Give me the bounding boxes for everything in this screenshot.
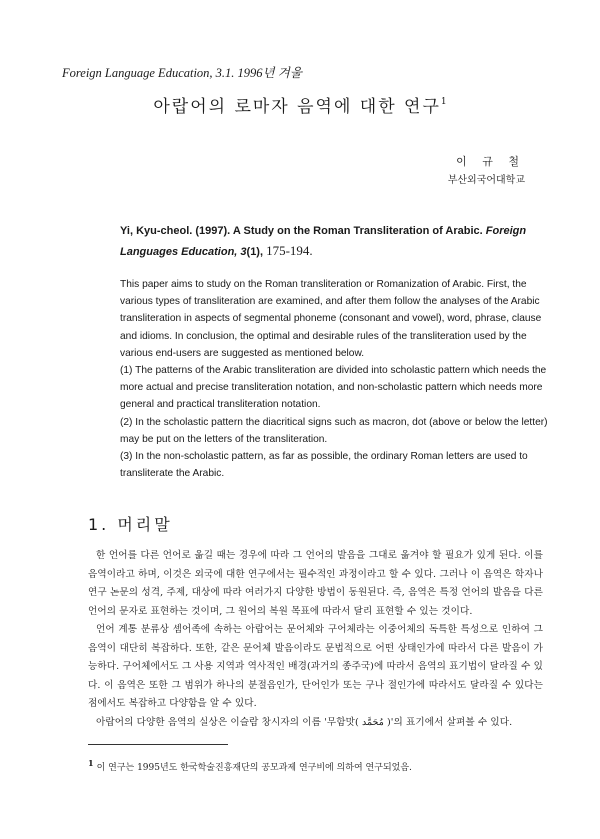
abstract (120, 276, 550, 482)
footnote-mark: 1 (88, 758, 94, 768)
footnote-text: 이 연구는 1995년도 한국학술진흥재단의 공모과제 연구비에 의하여 연구되었음. (96, 763, 412, 773)
body-paragraph-3: 아랍어의 다양한 음역의 실상은 이슬람 창시자의 이름 '무함맛( مُحَمَّد )'의 표기에서 살펴볼 수 있다. (96, 716, 513, 728)
title-footnote-mark: 1 (440, 97, 447, 107)
citation-journal: Foreign Languages Education, 3 (120, 225, 527, 258)
citation-authors-year: Yi, Kyu-cheol. (1997). (120, 225, 231, 237)
footnote-divider (88, 744, 228, 745)
citation-pages: 175-194. (266, 243, 313, 258)
paper-title (0, 92, 600, 117)
body-paragraph-2: 언어 계통 분류상 셈어족에 속하는 아랍어는 문어체와 구어체라는 이중어체의 독특한 특성으로 인하여 그 음역이 대단히 복잡하다. 또한, 같은 문어체 발음이라도 문법적으로 어떤 상태인가에 따라서 다른 발음이 가능하다. 구어체에서도 그 사용 지역과 역사적인 배경(과거의 종주국)에 따라서 음역의 표기법이 달라질 수 있다. 이 음역은 또한 그 범위가 하나의 분절음인가, 단어인가 또는 구나 절인가에 따라서도 달라질 수 있다는 점에서도 복잡하고 다양함을 알 수 있다. (88, 624, 543, 709)
footnote (88, 758, 412, 773)
paper-title-text: 아랍어의 로마자 음역에 대한 연구 (153, 97, 441, 117)
abstract-point-2: (2) In the scholastic pattern the diacritical signs such as macron, dot (above or below the letter) may be put on the letters of the transliteration. (120, 416, 548, 445)
section-body (88, 547, 543, 732)
abstract-point-1: (1) The patterns of the Arabic transliteration are divided into scholastic pattern which needs the more actual and precise transliteration notation, and non-scholastic pattern which needs more general and practical transliteration notation. (120, 365, 547, 411)
body-paragraph-1: 한 언어를 다른 언어로 옮길 때는 경우에 따라 그 언어의 발음을 그대로 옮겨야 할 필요가 있게 된다. 이를 음역이라고 하며, 이것은 외국에 대한 연구에서는 필수적인 과정이라고 할 수 있다. 그러나 이 음역은 학자나 연구 논문의 성격, 주제, 대상에 따라 여러가지 다양한 방법이 동원된다. 즉, 음역은 특정 언어의 발음을 다른 언어의 문자로 표현하는 것이며, 그 원어의 복원 목표에 따라서 달리 표현할 수 있는 것이다. (88, 550, 543, 617)
citation (120, 222, 550, 262)
journal-header: Foreign Language Education, 3.1. 1996년 겨울 (62, 66, 302, 80)
author-block (448, 152, 525, 190)
abstract-point-3: (3) In the non-scholastic pattern, as far as possible, the ordinary Roman letters are used to transliterate the Arabic. (120, 451, 528, 480)
author-name: 이 규 철 (456, 155, 525, 168)
abstract-intro: This paper aims to study on the Roman transliteration or Romanization of Arabic. First, the various types of transliteration are examined, and after them follow the analyses of the Arabic transliteration in aspects of segmental phoneme (consonant and vowel), word, phrase, clause and idioms. In conclusion, the optimal and desirable rules of the transliteration used by the various end-users are suggested as mentioned below. (120, 279, 542, 359)
citation-issue: (1), (246, 246, 264, 258)
section-heading: 1. 머리말 (88, 515, 173, 534)
author-affiliation: 부산외국어대학교 (447, 175, 525, 186)
citation-title: A Study on the Roman Transliteration of Arabic. (232, 225, 483, 237)
